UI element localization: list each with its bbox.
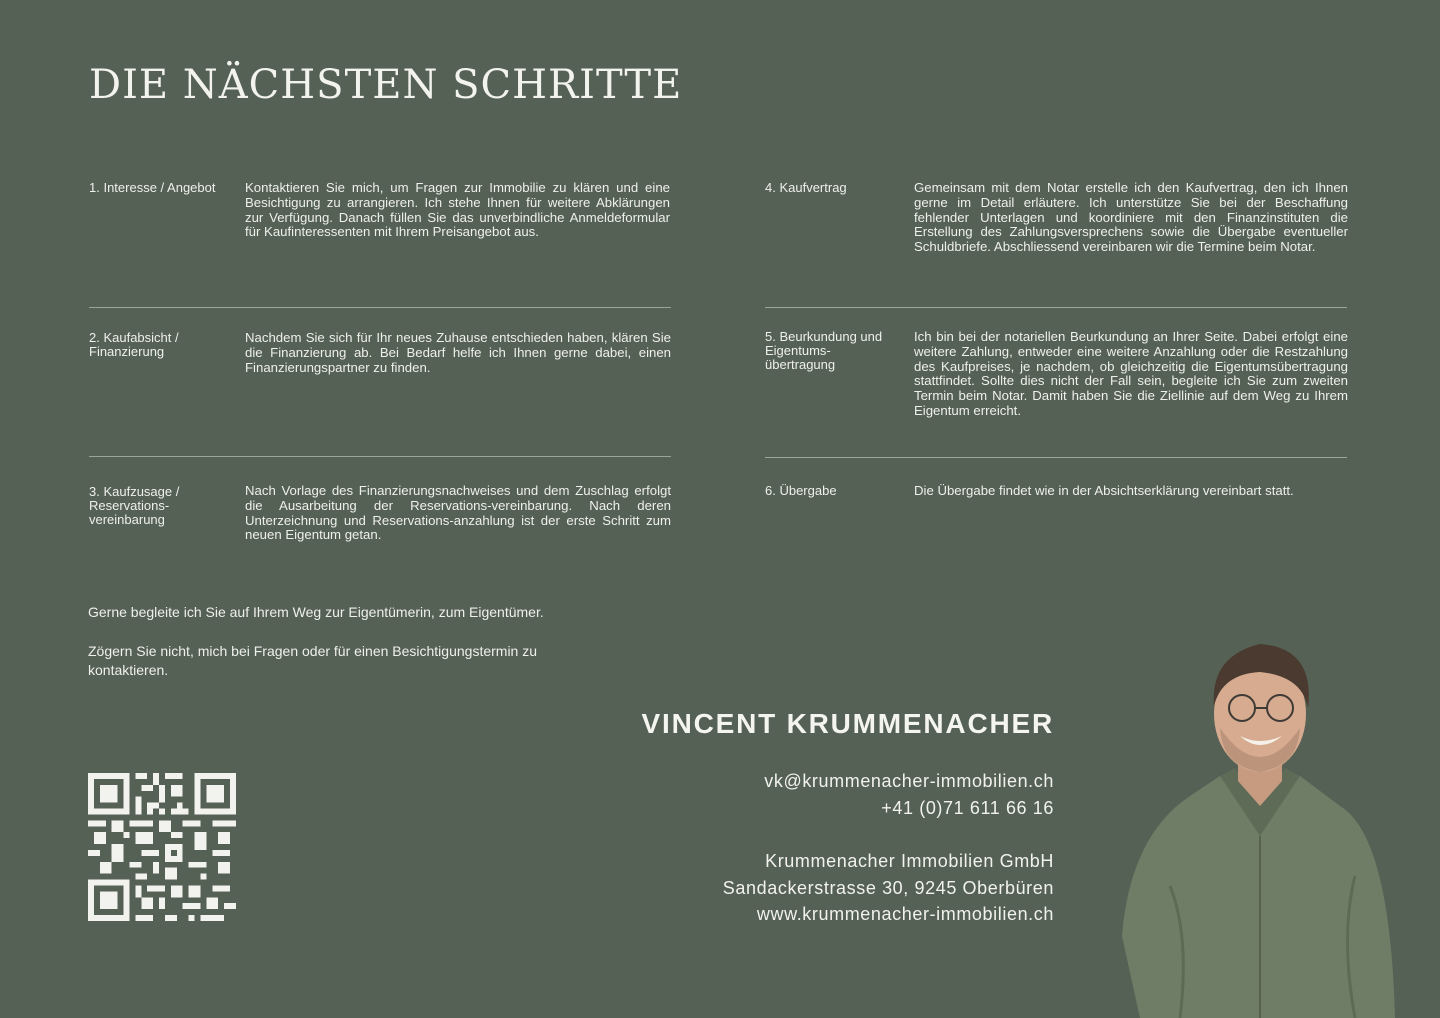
step-3-label: 3. Kaufzusage / Reservations-vereinbarung	[89, 484, 180, 527]
step-6-label: 6. Übergabe	[765, 483, 837, 498]
page-title: DIE NÄCHSTEN SCHRITTE	[89, 62, 683, 108]
divider	[89, 307, 671, 308]
divider	[765, 307, 1347, 308]
step-6-text: Die Übergabe findet wie in der Absichtserklärung vereinbart statt.	[914, 483, 1294, 498]
company-address: Sandackerstrasse 30, 9245 Oberbüren	[722, 877, 1054, 898]
step-5-text: Ich bin bei der notariellen Beurkundung an Ihrer Seite. Dabei erfolgt eine weitere Zahlung, entweder eine weitere Anzahlung oder die Restzahlung des Kaufpreises, je nachdem, ob gleichzeitig die Eigentumsübertragung stattfindet. Sollte dies nicht der Fall sein, begleite ich Sie zum zweiten Termin beim Notar. Damit haben Sie die Ziellinie auf dem Weg zu Ihrem Eigentum erreicht.	[914, 329, 1348, 418]
company-name: Krummenacher Immobilien GmbH	[765, 851, 1054, 871]
note-line-1: Gerne begleite ich Sie auf Ihrem Weg zur Eigentümerin, zum Eigentümer.	[88, 604, 544, 620]
step-2-text: Nachdem Sie sich für Ihr neues Zuhause entschieden haben, klären Sie die Finanzierung ab. Bei Bedarf helfe ich Ihnen gerne dabei, einen Finanzierungspartner zu finden.	[245, 330, 671, 375]
email-link[interactable]: vk@krummenacher-immobilien.ch	[764, 771, 1054, 791]
divider	[765, 457, 1347, 458]
contact-name: VINCENT KRUMMENACHER	[641, 708, 1054, 739]
phone-link[interactable]: +41 (0)71 611 66 16	[881, 797, 1054, 818]
step-4-text: Gemeinsam mit dem Notar erstelle ich den Kaufvertrag, den ich Ihnen gerne im Detail erläutere. Ich unterstütze Sie bei der Beschaffung fehlender Unterlagen und koordiniere mit den Finanzinstituten die Erstellung des Zahlungsversprechens sowie die Übergabe eventueller Schuldbriefe. Abschliessend vereinbaren wir die Termine beim Notar.	[914, 180, 1348, 255]
divider	[89, 456, 671, 457]
step-1-label: 1. Interesse / Angebot	[89, 180, 216, 195]
note-line-2: Zögern Sie nicht, mich bei Fragen oder für einen Besichtigungstermin zu kontaktieren.	[88, 643, 538, 678]
step-4-label: 4. Kaufvertrag	[765, 180, 847, 195]
step-1-text: Kontaktieren Sie mich, um Fragen zur Immobilie zu klären und eine Besichtigung zu arrangieren. Ich stehe Ihnen für weitere Abklärungen zur Verfügung. Danach füllen Sie das unverbindliche Anmeldeformular für Kaufinteressenten mit Ihrem Preisangebot aus.	[245, 180, 670, 240]
step-3-text: Nach Vorlage des Finanzierungsnachweises und dem Zuschlag erfolgt die Ausarbeitung der Reservations-vereinbarung. Nach deren Unterzeichnung und Reservations-anzahlung ist der erste Schritt zum neuen Eigentum getan.	[245, 483, 671, 543]
qr-code-icon[interactable]	[88, 773, 236, 921]
contact-block-company	[723, 848, 1054, 928]
website-link[interactable]: www.krummenacher-immobilien.ch	[756, 904, 1054, 925]
contact-block-primary	[764, 768, 1054, 821]
step-5-label: 5. Beurkundung und Eigentums-übertragung	[765, 329, 883, 372]
step-2-label: 2. Kaufabsicht / Finanzierung	[89, 330, 179, 359]
person-portrait	[1110, 636, 1410, 1018]
